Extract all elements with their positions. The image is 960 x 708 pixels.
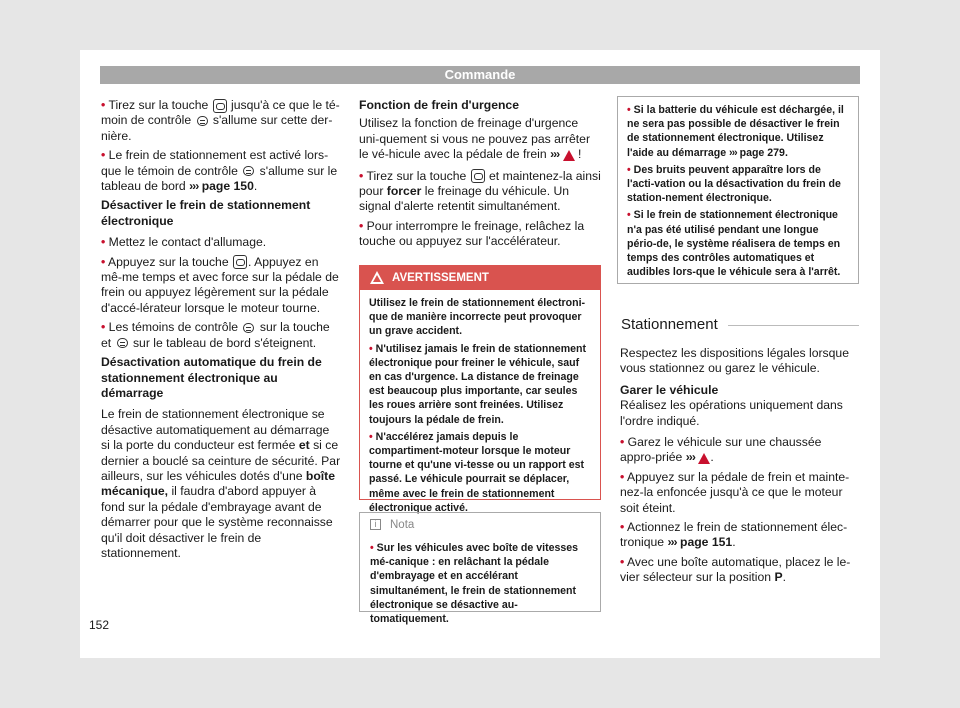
warning-icon bbox=[563, 150, 575, 161]
brake-warning-icon bbox=[243, 166, 254, 176]
brake-warning-icon bbox=[197, 116, 208, 126]
brake-warning-icon bbox=[243, 323, 254, 333]
list-item: • Le frein de stationnement est activé lors-que le témoin de contrôle s'allume sur le tableau de bord ››› page 150. bbox=[101, 148, 338, 194]
list-item: • Garez le véhicule sur une chaussée appro-priée ››› . bbox=[620, 435, 822, 465]
paragraph: Respectez les dispositions légales lorsque vous stationnez ou garez le véhicule. bbox=[620, 346, 849, 376]
list-item: • Mettez le contact d'allumage. bbox=[101, 235, 267, 250]
list-item: • N'accélérez jamais depuis le compartiment-moteur lorsque le moteur tourne et qu'une vi-tesse ou un rapport est passé. Le véhicule pourrait se déplacer, même avec le frein de stationnement électronique activé. bbox=[369, 430, 585, 514]
column-middle bbox=[359, 98, 601, 254]
column-right bbox=[620, 346, 860, 590]
list-item: • Si la batterie du véhicule est déchargée, il ne sera pas possible de désactiver le frein de stationnement électronique. Utilisez l'aide au démarrage ››› page 279. bbox=[627, 104, 844, 159]
note-body bbox=[360, 537, 600, 630]
subheading: Désactivation automatique du frein de stationnement électronique au démarrage bbox=[101, 355, 322, 400]
paragraph: Le frein de stationnement électronique se désactive automatiquement au démarrage si la porte du conducteur est fermée et si ce dernier a bouclé sa ceinture de sécurité. Par ailleurs, sur les véhicules dotés d'une boîte mécanique, il faudra d'abord appuyer à fond sur la pédale d'embrayage avant de démarrer pour que le système reconnaisse qu'il doit désactiver le frein de stationnement. bbox=[101, 407, 341, 560]
note-header: i Nota bbox=[360, 513, 600, 537]
paragraph: Utilisez la fonction de freinage d'urgence uni-quement si vous ne pouvez pas arrêter le vé-hicule avec la pédale de frein ››› ! bbox=[359, 116, 591, 162]
list-item: • Actionnez le frein de stationnement élec-tronique ››› page 151. bbox=[620, 520, 848, 550]
page-reference[interactable]: page 279 bbox=[739, 146, 785, 159]
page-reference[interactable]: page 151 bbox=[680, 535, 733, 550]
list-item: • Appuyez sur la pédale de frein et mainte-nez-la enfoncée jusqu'à ce que le moteur soit éteint. bbox=[620, 469, 850, 515]
divider bbox=[728, 325, 859, 326]
subheading: Désactiver le frein de stationnement électronique bbox=[101, 198, 311, 228]
list-item: • Tirez sur la touche jusqu'à ce que le té-moin de contrôle s'allume sur cette der-nière. bbox=[101, 98, 340, 143]
warning-icon bbox=[698, 453, 710, 464]
list-item: • Avec une boîte automatique, placez le le-vier sélecteur sur la position P. bbox=[620, 554, 851, 585]
info-box bbox=[617, 96, 859, 284]
page-number: 152 bbox=[89, 618, 110, 632]
list-item: • Sur les véhicules avec boîte de vitesses mé-canique : en relâchant la pédale d'embrayage et en accélérant simultanément, le frein de stationnement électronique se désactive au-tomatiquement. bbox=[370, 542, 579, 626]
page-reference[interactable]: page 150 bbox=[201, 179, 254, 194]
section-header: Commande bbox=[100, 66, 860, 84]
warning-box bbox=[359, 265, 601, 514]
info-icon: i bbox=[370, 519, 381, 530]
list-item: • Pour interrompre le freinage, relâchez la touche ou appuyez sur l'accélérateur. bbox=[359, 218, 585, 249]
list-item: • Tirez sur la touche et maintenez-la ainsi pour forcer le freinage du véhicule. Un signal d'alerte retentit simultanément. bbox=[359, 168, 601, 214]
warning-body: Utilisez le frein de stationnement électroni-que de manière incorrecte peut provoquer un grave accident. • N'utilisez jamais le frein de stationnement électronique pour freiner le véhicule, sauf en cas d'urgence. La distance de freinage est beaucoup plus importante, car seules les roues arrière sont freinées. Utilisez toujours la pédale de frein. • N'accélérez jamais depuis le compartiment-moteur lorsque le moteur tourne et qu'une vi-tesse ou un rapport est passé. Le véhicule pourrait se déplacer, même avec le frein de stationnement électronique activé. bbox=[360, 290, 600, 524]
warning-header: AVERTISSEMENT bbox=[360, 266, 600, 290]
list-item: • Les témoins de contrôle sur la touche et sur le tableau de bord s'éteignent. bbox=[101, 320, 330, 350]
brake-button-icon bbox=[233, 255, 247, 269]
paragraph: Réalisez les opérations uniquement dans l'ordre indiqué. bbox=[620, 398, 843, 428]
list-item: • Si le frein de stationnement électronique n'a pas été utilisé pendant une longue pério-de, le système réalisera de temps en temps des contrôles automatiques et audibles lors-que le véhicule sera à l'arrêt. bbox=[627, 209, 841, 279]
section-title: Stationnement bbox=[621, 316, 718, 333]
subheading: Garer le véhicule bbox=[620, 382, 719, 397]
info-body bbox=[618, 97, 858, 288]
list-item: • Appuyez sur la touche . Appuyez en mê-me temps et avec force sur la pédale de frein ou appuyez légèrement sur la pédale d'accé-lérateur lorsque le moteur tourne. bbox=[101, 254, 339, 315]
brake-button-icon bbox=[471, 169, 485, 183]
brake-warning-icon bbox=[117, 338, 128, 348]
note-box bbox=[359, 512, 601, 626]
subheading: Fonction de frein d'urgence bbox=[359, 98, 519, 112]
column-left bbox=[101, 98, 341, 567]
list-item: • Des bruits peuvent apparaître lors de l'acti-vation ou la désactivation du frein de station-nement électronique. bbox=[627, 163, 841, 205]
brake-button-icon bbox=[213, 99, 227, 113]
list-item: • N'utilisez jamais le frein de stationnement électronique pour freiner le véhicule, sauf en cas d'urgence. La distance de freinage est beaucoup plus importante, car seules les roues arrière sont freinées. Utilisez toujours la pédale de frein. bbox=[369, 342, 587, 426]
